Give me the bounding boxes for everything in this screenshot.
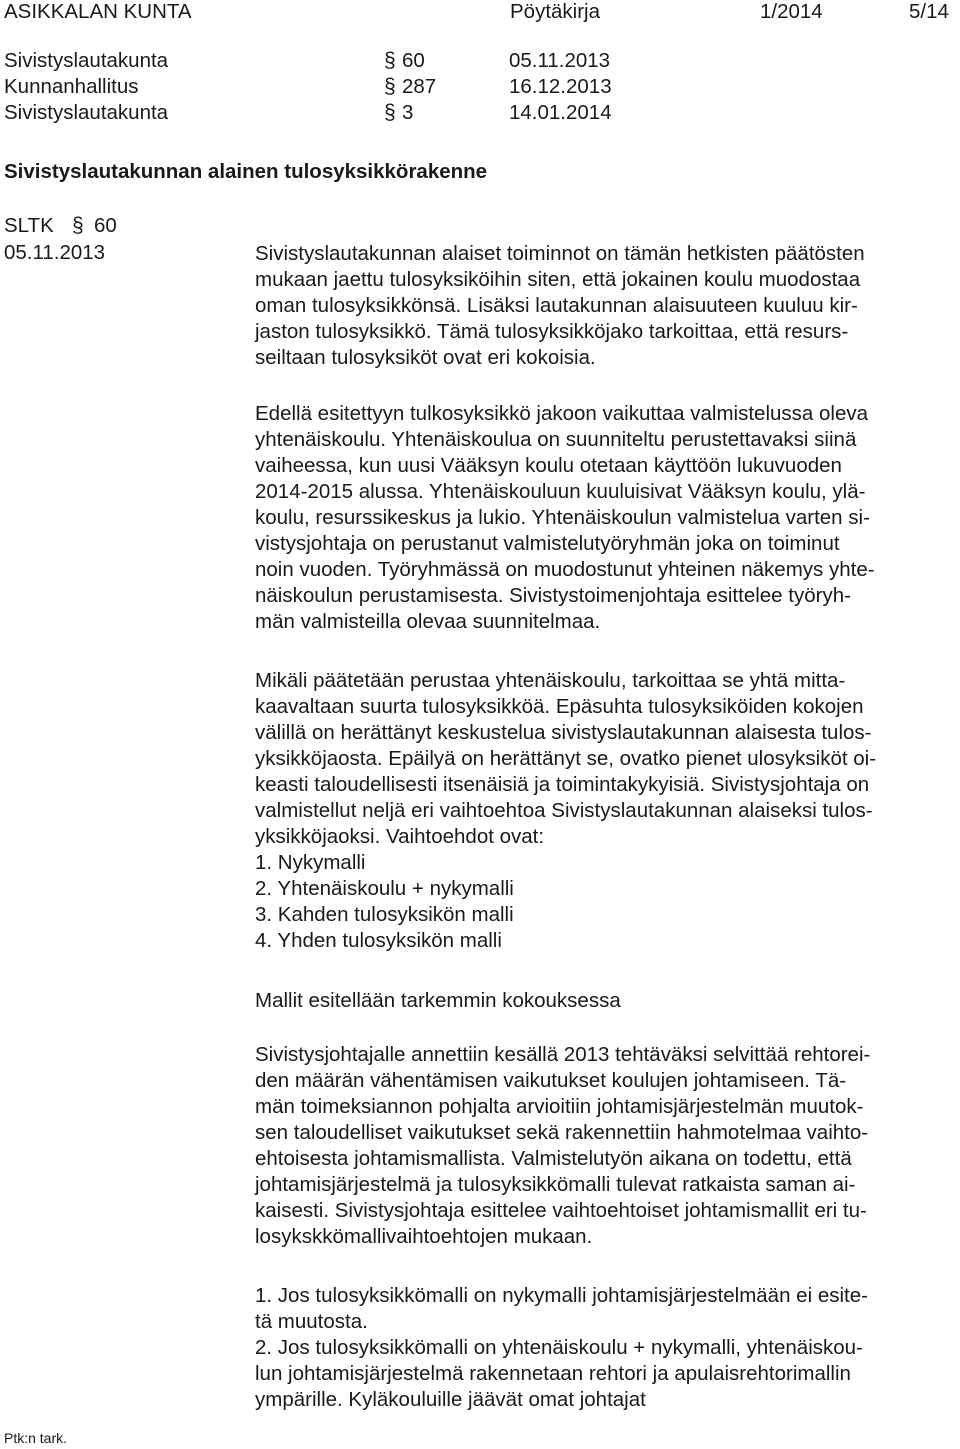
list-item: 1. Nykymalli: [255, 851, 366, 874]
text-line: yhtenäiskoulu. Yhtenäiskoulua on suunniteltu perustettavaksi siinä: [255, 428, 857, 451]
text-line: kaavaltaan suurta tulosyksikköä. Epäsuhta tulosyksiköiden kokojen: [255, 695, 864, 718]
page-number: 5/14: [909, 0, 949, 23]
text-line: yksikköjaosta. Epäilyä on herättänyt se, ovatko pienet ulosyksiköt oi-: [255, 747, 877, 770]
list-item: 2. Yhtenäiskoulu + nykymalli: [255, 877, 514, 900]
text-line: Sivistysjohtajalle annettiin kesällä 2013 tehtäväksi selvittää rehtorei-: [255, 1043, 871, 1066]
history-date: 05.11.2013: [509, 49, 611, 72]
text-line: Sivistyslautakunnan alaiset toiminnot on tämän hetkisten päätösten: [255, 242, 865, 265]
list-item: 4. Yhden tulosyksikön malli: [255, 929, 502, 952]
text-line: näiskoulun perustamisesta. Sivistystoimenjohtaja esittelee työryh-: [255, 584, 851, 607]
history-number: 60: [402, 49, 425, 72]
text-line: Edellä esitettyyn tulkosyksikkö jakoon vaikuttaa valmistelussa oleva: [255, 402, 869, 425]
text-line: losykskkömallivaihtoehtojen mukaan.: [255, 1225, 593, 1248]
history-date: 16.12.2013: [509, 75, 612, 98]
list-item: 2. Jos tulosyksikkömalli on yhtenäiskoulu + nykymalli, yhtenäiskou-: [255, 1336, 863, 1359]
organization-name: ASIKKALAN KUNTA: [4, 0, 192, 23]
section-symbol: §: [72, 214, 84, 237]
text-line: ympärille. Kyläkouluille jäävät omat johtajat: [255, 1388, 646, 1411]
text-line: mukaan jaettu tulosyksiköihin siten, että jokainen koulu muodostaa: [255, 268, 861, 291]
text-line: välillä on herättänyt keskustelua sivistyslautakunnan alaisesta tulos-: [255, 721, 872, 744]
document-issue: 1/2014: [760, 0, 823, 23]
text-line: tä muutosta.: [255, 1310, 368, 1333]
text-line: seiltaan tulosyksiköt ovat eri kokoisia.: [255, 346, 596, 369]
list-item: 3. Kahden tulosyksikön malli: [255, 903, 514, 926]
history-body: Kunnanhallitus: [4, 75, 139, 98]
list-item: 1. Jos tulosyksikkömalli on nykymalli johtamisjärjestelmään ei esite-: [255, 1284, 868, 1307]
text-line: 2014-2015 alussa. Yhtenäiskouluun kuuluisivat Vääksyn koulu, ylä-: [255, 480, 866, 503]
text-line: Mallit esitellään tarkemmin kokouksessa: [255, 989, 621, 1012]
text-line: Mikäli päätetään perustaa yhtenäiskoulu, tarkoittaa se yhtä mitta-: [255, 669, 846, 692]
text-line: kaisesti. Sivistysjohtaja esittelee vaihtoehtoiset johtamismallit eri tu-: [255, 1199, 867, 1222]
section-symbol: §: [384, 49, 396, 72]
history-number: 287: [402, 75, 437, 98]
section-symbol: §: [384, 101, 396, 124]
text-line: ehtoisesta johtamismallista. Valmistelutyön aikana on todettu, että: [255, 1147, 852, 1170]
meeting-body: SLTK: [4, 214, 54, 237]
text-line: jaston tulosyksikkö. Tämä tulosyksikköjako tarkoittaa, että resurs-: [255, 320, 849, 343]
text-line: yksikköjaoksi. Vaihtoehdot ovat:: [255, 825, 545, 848]
history-date: 14.01.2014: [509, 101, 612, 124]
text-line: keasti taloudellisesti itsenäisiä ja toimintakykyisiä. Sivistysjohtaja on: [255, 773, 870, 796]
text-line: vistysjohtaja on perustanut valmistelutyöryhmän joka on toiminut: [255, 532, 840, 555]
text-line: noin vuoden. Työryhmässä on muodostunut yhteinen näkemys yhte-: [255, 558, 875, 581]
text-line: sen taloudelliset vaikutukset sekä rakennettiin hahmotelmaa vaihto-: [255, 1121, 869, 1144]
text-line: den määrän vähentämisen vaikutukset koulujen johtamiseen. Tä-: [255, 1069, 847, 1092]
text-line: oman tulosyksikkönsä. Lisäksi lautakunnan alaisuuteen kuuluu kir-: [255, 294, 858, 317]
history-body: Sivistyslautakunta: [4, 101, 169, 124]
meeting-number: 60: [94, 214, 117, 237]
text-line: johtamisjärjestelmä ja tulosyksikkömalli tulevat ratkaista saman ai-: [255, 1173, 856, 1196]
meeting-date: 05.11.2013: [4, 241, 106, 264]
history-body: Sivistyslautakunta: [4, 49, 169, 72]
document-type: Pöytäkirja: [510, 0, 601, 23]
text-line: män valmisteilla olevaa suunnitelmaa.: [255, 610, 601, 633]
history-number: 3: [402, 101, 414, 124]
text-line: lun johtamisjärjestelmä rakennetaan rehtori ja apulaisrehtorimallin: [255, 1362, 851, 1385]
text-line: koulu, resurssikeskus ja lukio. Yhtenäiskoulun valmistelua varten si-: [255, 506, 870, 529]
section-symbol: §: [384, 75, 396, 98]
footer-label: Ptk:n tark.: [4, 1430, 68, 1446]
text-line: män toimeksiannon pohjalta arvioitiin johtamisjärjestelmän muutok-: [255, 1095, 864, 1118]
text-line: valmistellut neljä eri vaihtoehtoa Sivistyslautakunnan alaiseksi tulos-: [255, 799, 873, 822]
item-title: Sivistyslautakunnan alainen tulosyksikkörakenne: [4, 160, 488, 183]
text-line: vaiheessa, kun uusi Vääksyn koulu otetaan käyttöön lukuvuoden: [255, 454, 842, 477]
